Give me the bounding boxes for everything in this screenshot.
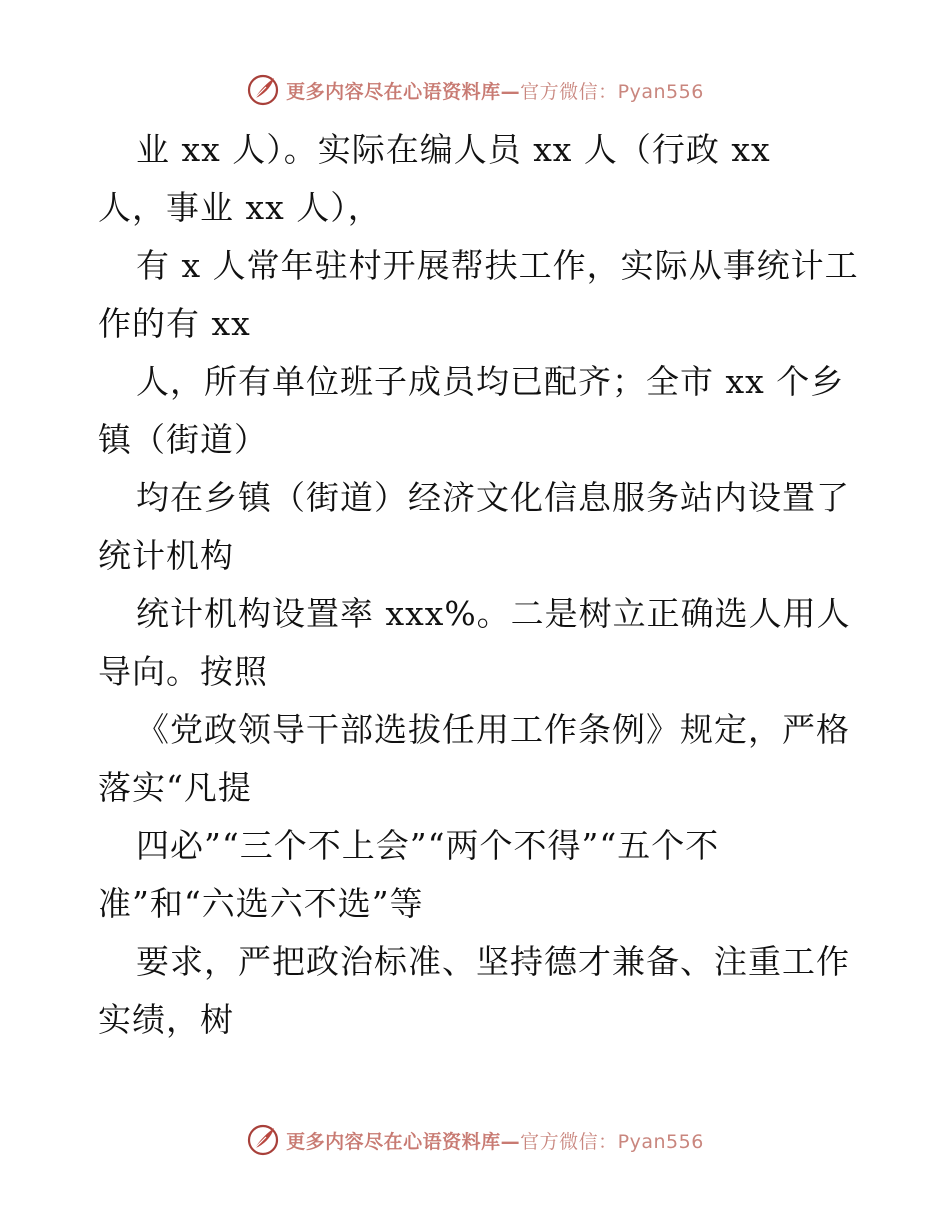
banner-main-text: 更多内容尽在心语资料库 <box>286 80 501 103</box>
text-line: 要求，严把政治标准、坚持德才兼备、注重工作 <box>136 942 850 981</box>
banner-main-text: 更多内容尽在心语资料库 <box>286 1130 501 1153</box>
text-line: 四必”“三个不上会”“两个不得”“五个不 <box>136 826 720 865</box>
document-body <box>98 121 858 1049</box>
banner-text <box>286 1127 704 1154</box>
text-line: 准”和“六选六不选”等 <box>98 884 424 923</box>
text-line: 镇（街道） <box>98 420 268 459</box>
header-banner <box>0 70 950 110</box>
text-line: 均在乡镇（街道）经济文化信息服务站内设置了 <box>136 478 850 517</box>
text-line: 作的有 xx <box>98 304 251 343</box>
banner-separator: — <box>500 80 521 103</box>
text-line: 业 xx 人）。实际在编人员 xx 人（行政 xx <box>136 130 771 169</box>
text-line: 导向。按照 <box>98 652 268 691</box>
text-line: 实绩，树 <box>98 1000 234 1039</box>
feather-quill-logo-icon <box>246 1123 280 1157</box>
text-line: 落实“凡提 <box>98 768 252 807</box>
banner-wechat-text: 官方微信：Pyan556 <box>520 1130 704 1153</box>
text-line: 《党政领导干部选拔任用工作条例》规定，严格 <box>136 710 850 749</box>
text-line: 人，所有单位班子成员均已配齐；全市 xx 个乡 <box>136 362 845 401</box>
text-line: 统计机构设置率 xxx%。二是树立正确选人用人 <box>136 594 851 633</box>
text-line: 人，事业 xx 人）， <box>98 188 382 227</box>
text-line: 统计机构 <box>98 536 234 575</box>
banner-text <box>286 77 704 104</box>
feather-quill-logo-icon <box>246 73 280 107</box>
banner-separator: — <box>500 1130 521 1153</box>
text-line: 有 x 人常年驻村开展帮扶工作，实际从事统计工 <box>136 246 859 285</box>
footer-banner <box>0 1120 950 1160</box>
banner-wechat-text: 官方微信：Pyan556 <box>520 80 704 103</box>
